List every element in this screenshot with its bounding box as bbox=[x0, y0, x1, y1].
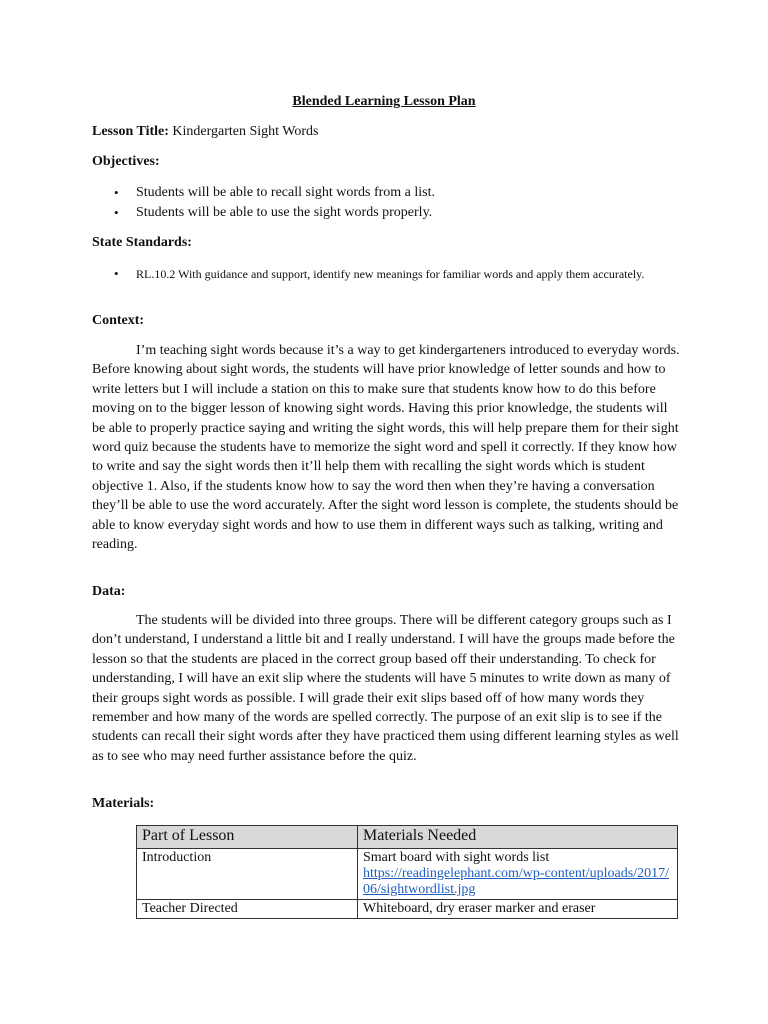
data-heading: Data: bbox=[92, 584, 126, 599]
table-cell-part: Introduction bbox=[137, 849, 358, 900]
context-paragraph: I’m teaching sight words because it’s a way to get kindergarteners introduced to everyday words. Before knowing about sight words, the students will have prior knowledge of letter sounds and how to write letters but I will include a station on this to make sure that students know how to do this before moving on to the bigger lesson of knowing sight words. Having this prior knowledge, the students will be able to properly practice saying and writing the sight words, this will help prepare them for their sight word quiz because the students have to memorize the sight word and spell it correctly. If they know how to write and say the sight words then it’ll help them with recalling the sight words which is student objective 1. Also, if the students know how to say the word then when they’re having a conversation they’ll be able to use the word accurately. After the sight word lesson is complete, the students should be able to know everyday sight words and how to use them in different ways such as talking, writing and reading. bbox=[92, 343, 680, 553]
table-cell-materials: Whiteboard, dry eraser marker and eraser bbox=[358, 900, 678, 919]
context-heading: Context: bbox=[92, 313, 145, 328]
table-cell-part: Teacher Directed bbox=[137, 900, 358, 919]
column-header-part-of-lesson: Part of Lesson bbox=[137, 826, 358, 849]
standard-item: RL.10.2 With guidance and support, identify new meanings for familiar words and apply them accurately. bbox=[136, 267, 645, 281]
objective-item: Students will be able to recall sight words from a list. bbox=[136, 185, 436, 200]
objective-item: Students will be able to use the sight words properly. bbox=[136, 205, 433, 220]
state-standards-heading: State Standards: bbox=[92, 235, 192, 250]
document-title: Blended Learning Lesson Plan bbox=[292, 94, 476, 109]
data-paragraph: The students will be divided into three groups. There will be different category groups such as I don’t understand, I understand a little bit and I really understand. I will have the groups made before the lesson so that the students are placed in the correct group based off their understanding. To check for understanding, I will have an exit slip where the students will have 5 minutes to write down as many of their groups sight words as possible. I will grade their exit slips based off of how many words they remember and how many of the words are spelled correctly. The purpose of an exit slip is to see if the students can recall their sight words after they have practiced them using different learning styles as well as to see who may need further assistance before the quiz. bbox=[92, 613, 679, 764]
lesson-title-value: Kindergarten Sight Words bbox=[172, 124, 319, 139]
lesson-title-line bbox=[92, 124, 319, 140]
lesson-title-label: Lesson Title: bbox=[92, 124, 169, 139]
sight-word-list-link[interactable]: https://readingelephant.com/wp-content/uploads/2017/06/sightwordlist.jpg bbox=[363, 866, 669, 897]
column-header-materials-needed: Materials Needed bbox=[358, 826, 678, 849]
materials-heading: Materials: bbox=[92, 796, 155, 811]
objectives-heading: Objectives: bbox=[92, 154, 160, 169]
bullet-icon: • bbox=[114, 205, 119, 220]
bullet-icon: • bbox=[114, 185, 119, 200]
materials-text: Smart board with sight words list bbox=[363, 850, 550, 865]
bullet-icon: • bbox=[114, 266, 119, 281]
materials-table bbox=[136, 825, 678, 919]
table-cell-materials bbox=[358, 849, 678, 900]
table-row bbox=[137, 900, 678, 919]
table-row bbox=[137, 849, 678, 900]
table-header-row bbox=[137, 826, 678, 849]
